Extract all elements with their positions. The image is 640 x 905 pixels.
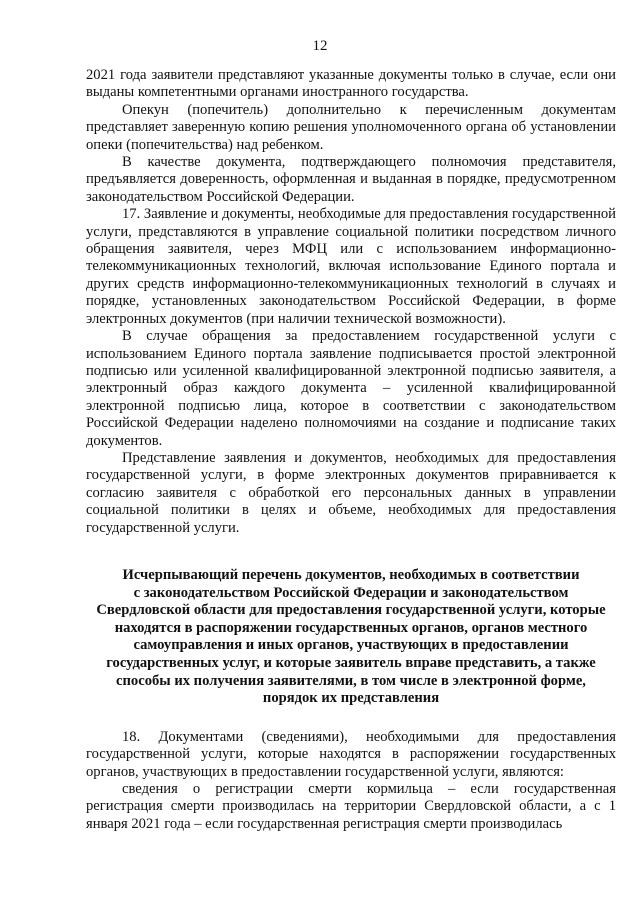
heading-line: Свердловской области для предоставления государственной услуги, которые xyxy=(96,602,606,619)
paragraph-item-17: 17. Заявление и документы, необходимые для предоставления государственной услуги, представляются в управление социальной политики посредством личного обращения заявителя, через МФЦ или с использованием информационно-телекоммуникационных технологий, включая использование Единого портала и других средств информационно-телекоммуникационных технологий в случаях и порядке, установленных законодательством Российской Федерации, в форме электронных документов (при наличии технической возможности). xyxy=(86,206,616,327)
heading-line: Исчерпывающий перечень документов, необходимых в соответствии xyxy=(122,566,580,583)
heading-line: самоуправления и иных органов, участвующих в предоставлении xyxy=(133,637,569,654)
paragraph-power-of-attorney: В качестве документа, подтверждающего полномочия представителя, предъявляется доверенность, оформленная и выданная в порядке, предусмотренном законодательством Российской Федерации. xyxy=(86,154,616,205)
paragraph-death-registration: сведения о регистрации смерти кормильца – если государственная регистрация смерти производилась на территории Свердловской области, а с 1 января 2021 года – если государственная регистрация смерти производилась xyxy=(86,780,616,832)
heading-line: с законодательством Российской Федерации и законодательством xyxy=(133,584,569,601)
paragraph-item-18: 18. Документами (сведениями), необходимыми для предоставления государственной услуги, которые находятся в распоряжении государственных органов, участвующих в предоставлении государственной услуги, являются: xyxy=(86,728,616,780)
page-number: 12 xyxy=(312,38,328,54)
document-body xyxy=(86,67,616,833)
heading-line: способы их получения заявителями, в том числе в электронной форме, xyxy=(116,672,586,689)
paragraph-personal-data-consent: Представление заявления и документов, необходимых для предоставления государственной услуги, в форме электронных документов приравнивается к согласию заявителя с обработкой его персональных данных в управлении социальной политики в целях и объеме, необходимых для предоставления государственной услуги. xyxy=(86,449,616,536)
heading-line: находятся в распоряжении государственных органов, органов местного xyxy=(114,619,588,636)
heading-line: порядок их представления xyxy=(262,690,440,707)
paragraph-continuation: 2021 года заявители представляют указанные документы только в случае, если они выданы компетентными органами иностранного государства. xyxy=(86,67,616,101)
section-heading xyxy=(94,567,608,708)
paragraph-electronic-signature: В случае обращения за предоставлением государственной услуги с использованием Единого портала заявление подписывается простой электронной подписью или усиленной квалифицированной электронной подписью заявителя, а электронный образ каждого документа – усиленной квалифицированной электронной подписью лица, которое в соответствии с законодательством Российской Федерации наделено полномочиями на создание и подписание таких документов. xyxy=(86,328,616,449)
heading-line: государственных услуг, и которые заявитель вправе представить, а также xyxy=(106,654,596,671)
paragraph-guardian: Опекун (попечитель) дополнительно к перечисленным документам представляет заверенную копию решения уполномоченного органа об установлении опеки (попечительства) над ребенком. xyxy=(86,101,616,153)
